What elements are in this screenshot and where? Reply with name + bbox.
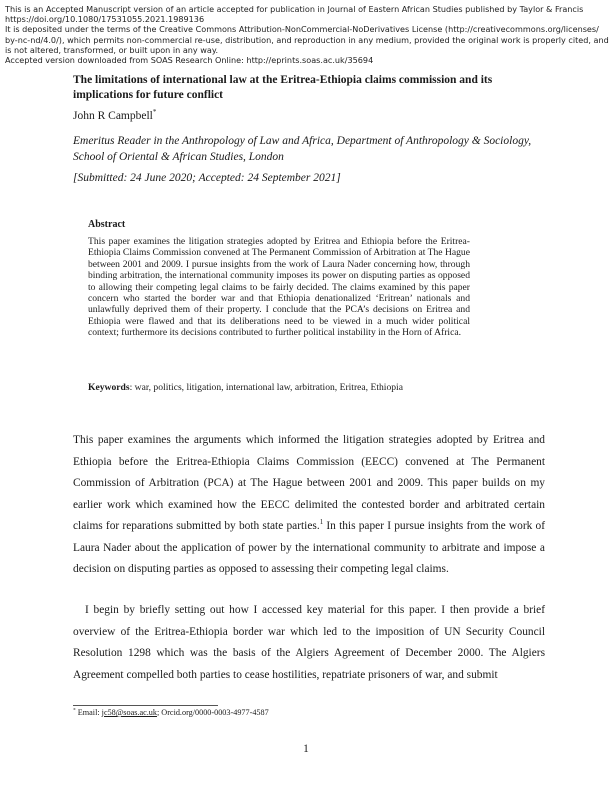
notice-line: is not altered, transformed, or built upon in any way. <box>5 44 219 55</box>
footnote <box>73 708 269 717</box>
repository-notice <box>5 4 607 65</box>
notice-line: by-nc-nd/4.0/), which permits non-commercial re-use, distribution, and reproduction in any medium, provided the original work is properly cited, and <box>5 34 609 45</box>
paragraph-text: This paper examines the arguments which informed the litigation strategies adopted by Eritrea and Ethiopia before the Eritrea-Ethiopia Claims Commission (EECC) convened at The Permanent Commission of Arbitration (PCA) at The Hague between 2001 and 2009. This paper builds on my earlier work which examined how the EECC delimited the contested border and arbitrated certain claims for reparations submitted by both state parties. <box>73 434 545 532</box>
author-name: John R Campbell <box>73 110 153 122</box>
email-link[interactable]: jc58@soas.ac.uk <box>101 708 157 717</box>
notice-line: Accepted version downloaded from SOAS Research Online: http://eprints.soas.ac.uk/35694 <box>5 55 374 66</box>
notice-line: This is an Accepted Manuscript version of an article accepted for publication in Journal of Eastern African Studies published by Taylor & Francis <box>5 4 584 14</box>
keywords-label: Keywords <box>88 382 130 393</box>
author-affiliation: Emeritus Reader in the Anthropology of Law and Africa, Department of Anthropology & Sociology, School of Oriental & African Studies, London <box>73 135 532 163</box>
footnote-label: Email: <box>75 708 102 717</box>
keywords <box>88 382 488 393</box>
orcid-text: ; Orcid.org/0000-0003-4977-4587 <box>156 708 269 717</box>
abstract-heading: Abstract <box>88 219 126 230</box>
abstract-text: This paper examines the litigation strategies adopted by Eritrea and Ethiopia before the Eritrea-Ethiopia Claims Commission convened at The Permanent Commission of Arbitration at The Hague between 2001 and 2009. I pursue insights from the work of Laura Nader concerning how, through binding arbitration, the international community imposes its power on disputing parties as opposed to allowing their competing legal claims to be fairly decided. The claims examined by this paper concern who started the border war and that Ethiopia denationalized ‘Eritrean’ nationals and unlawfully deprived them of their property. I conclude that the PCA’s decisions on Eritrea and Ethiopia were flawed and that its deliberations need to be viewed in a much wider political context; furthermore its decisions contributed to further political instability in the Horn of Africa. <box>88 236 470 339</box>
body-paragraph-2: I begin by briefly setting out how I accessed key material for this paper. I then provide a brief overview of the Eritrea-Ethiopia border war which led to the imposition of UN Security Council Resolution 1298 which was the basis of the Algiers Agreement of December 2000. The Algiers Agreement compelled both parties to cease hostilities, repatriate prisoners of war, and submit <box>73 604 545 681</box>
footnote-divider <box>73 705 218 706</box>
notice-doi-line: https://doi.org/10.1080/17531055.2021.1989136 <box>5 14 205 25</box>
keywords-list: : war, politics, litigation, international law, arbitration, Eritrea, Ethiopia <box>129 382 403 393</box>
paper-title: The limitations of international law at the Eritrea-Ethiopia claims commission and its implications for future conflict <box>73 74 493 101</box>
footnote-mark: * <box>73 707 76 714</box>
author-line <box>73 110 156 122</box>
body-paragraph-1 <box>73 430 545 581</box>
page-number: 1 <box>303 743 309 755</box>
notice-line: It is deposited under the terms of the Creative Commons Attribution-NonCommercial-NoDerivatives License (http://creativecommons.org/licenses/ <box>5 24 599 35</box>
paragraph-text: In this paper I pursue insights from the work of Laura Nader about the application of power by the international community to arbitrate and impose a decision on disputing parties as opposed to assessing their competing legal claims. <box>73 520 545 575</box>
footnote-ref[interactable]: 1 <box>319 518 324 527</box>
submission-dates: [Submitted: 24 June 2020; Accepted: 24 September 2021] <box>73 172 341 184</box>
author-footnote-mark[interactable]: * <box>152 108 157 117</box>
